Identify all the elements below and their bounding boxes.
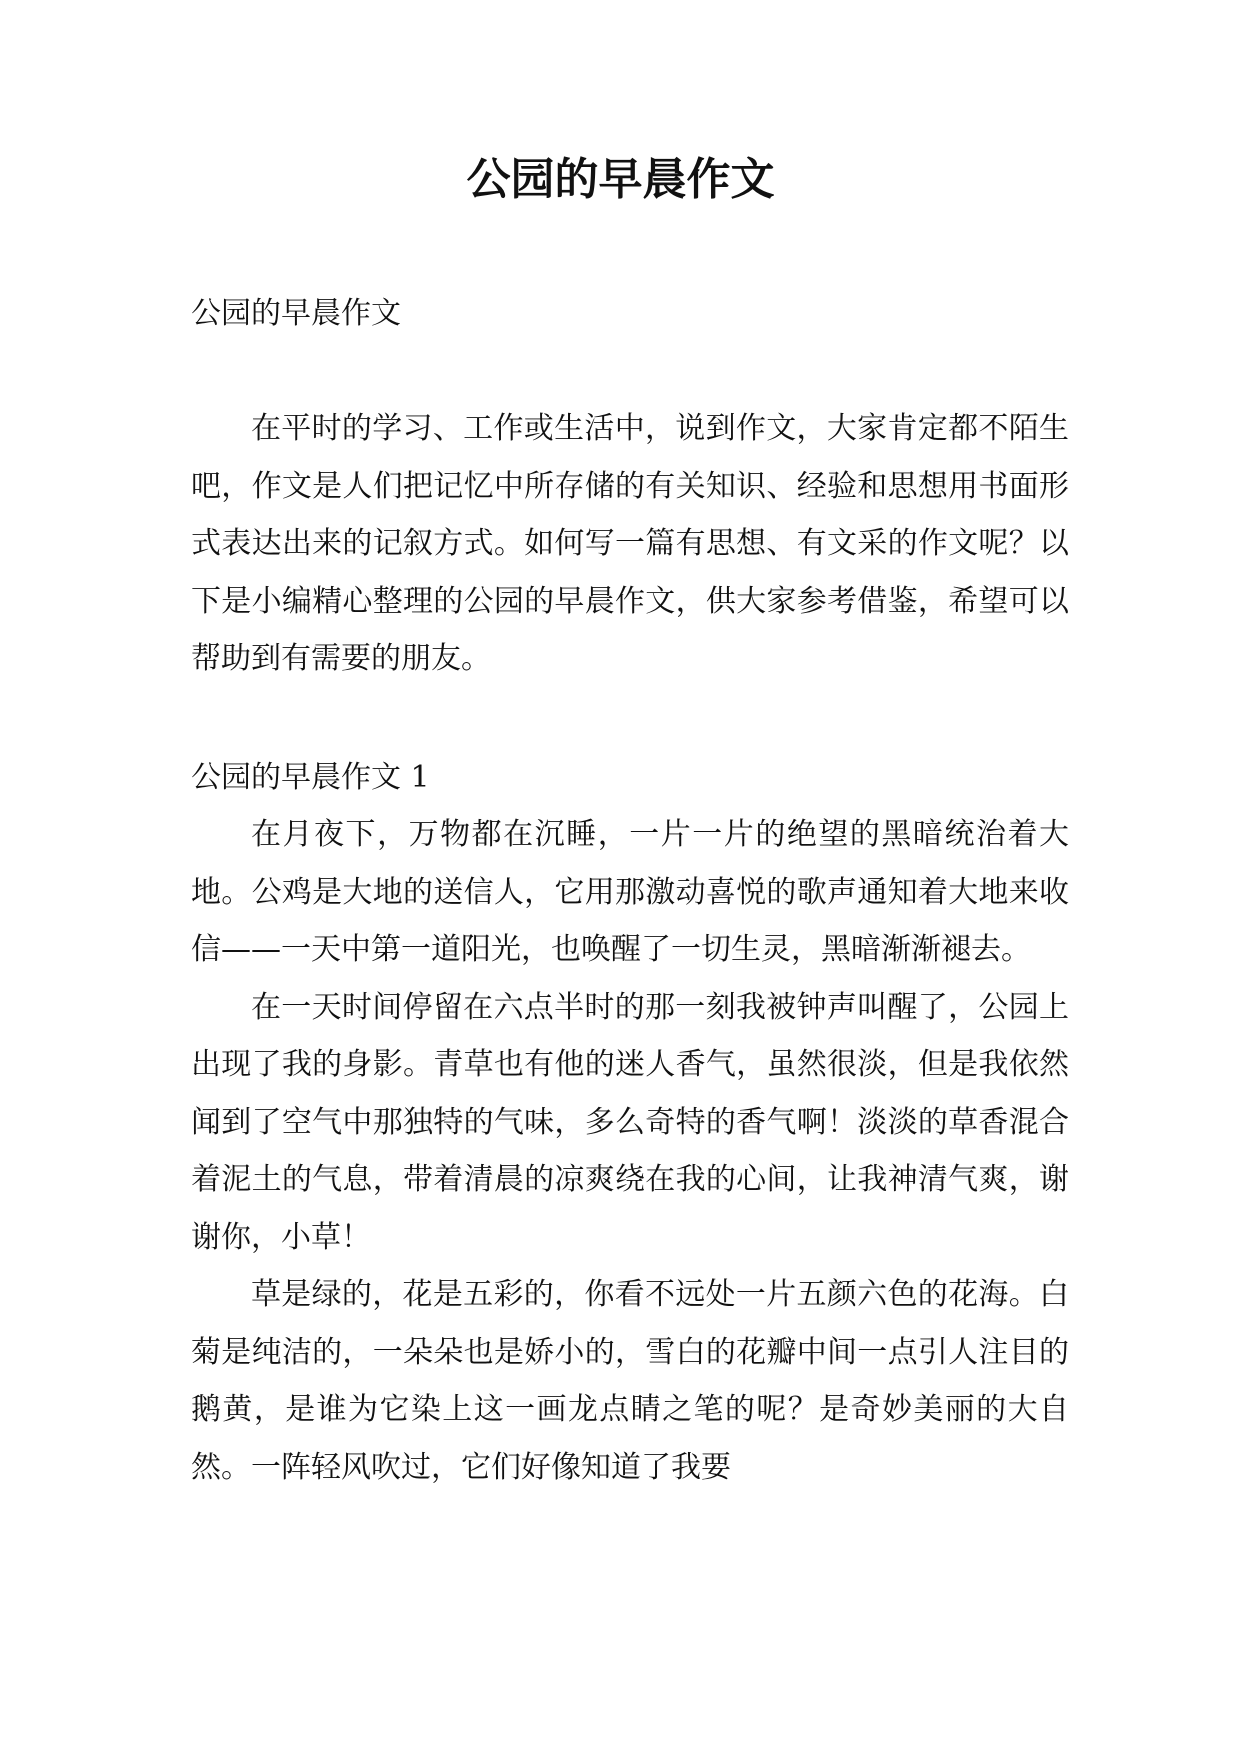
essay-paragraph-3: 草是绿的，花是五彩的，你看不远处一片五颜六色的花海。白菊是纯洁的，一朵朵也是娇小的，雪白的花瓣中间一点引人注目的鹅黄，是谁为它染上这一画龙点睛之笔的呢？是奇妙美丽的大自然。一阵轻风吹过，它们好像知道了我要 (191, 1277, 1069, 1485)
document-title: 公园的早晨作文 (466, 154, 775, 205)
essay-paragraph-2: 在一天时间停留在六点半时的那一刻我被钟声叫醒了，公园上出现了我的身影。青草也有他的迷人香气，虽然很淡，但是我依然闻到了空气中那独特的气味，多么奇特的香气啊！淡淡的草香混合着泥土的气息，带着清晨的凉爽绕在我的心间，让我神清气爽，谢谢你，小草！ (191, 989, 1069, 1255)
intro-paragraph: 在平时的学习、工作或生活中，说到作文，大家肯定都不陌生吧，作文是人们把记忆中所存储的有关知识、经验和思想用书面形式表达出来的记叙方式。如何写一篇有思想、有文采的作文呢？以下是小编精心整理的公园的早晨作文，供大家参考借鉴，希望可以帮助到有需要的朋友。 (191, 411, 1069, 676)
intro-block (191, 400, 1069, 688)
essay-body (191, 806, 1069, 1496)
section-heading: 公园的早晨作文 1 (191, 760, 430, 795)
document-subtitle: 公园的早晨作文 (191, 296, 401, 331)
essay-paragraph-1: 在月夜下，万物都在沉睡，一片一片的绝望的黑暗统治着大地。公鸡是大地的送信人，它用那激动喜悦的歌声通知着大地来收信——一天中第一道阳光，也唤醒了一切生灵，黑暗渐渐褪去。 (191, 817, 1069, 967)
